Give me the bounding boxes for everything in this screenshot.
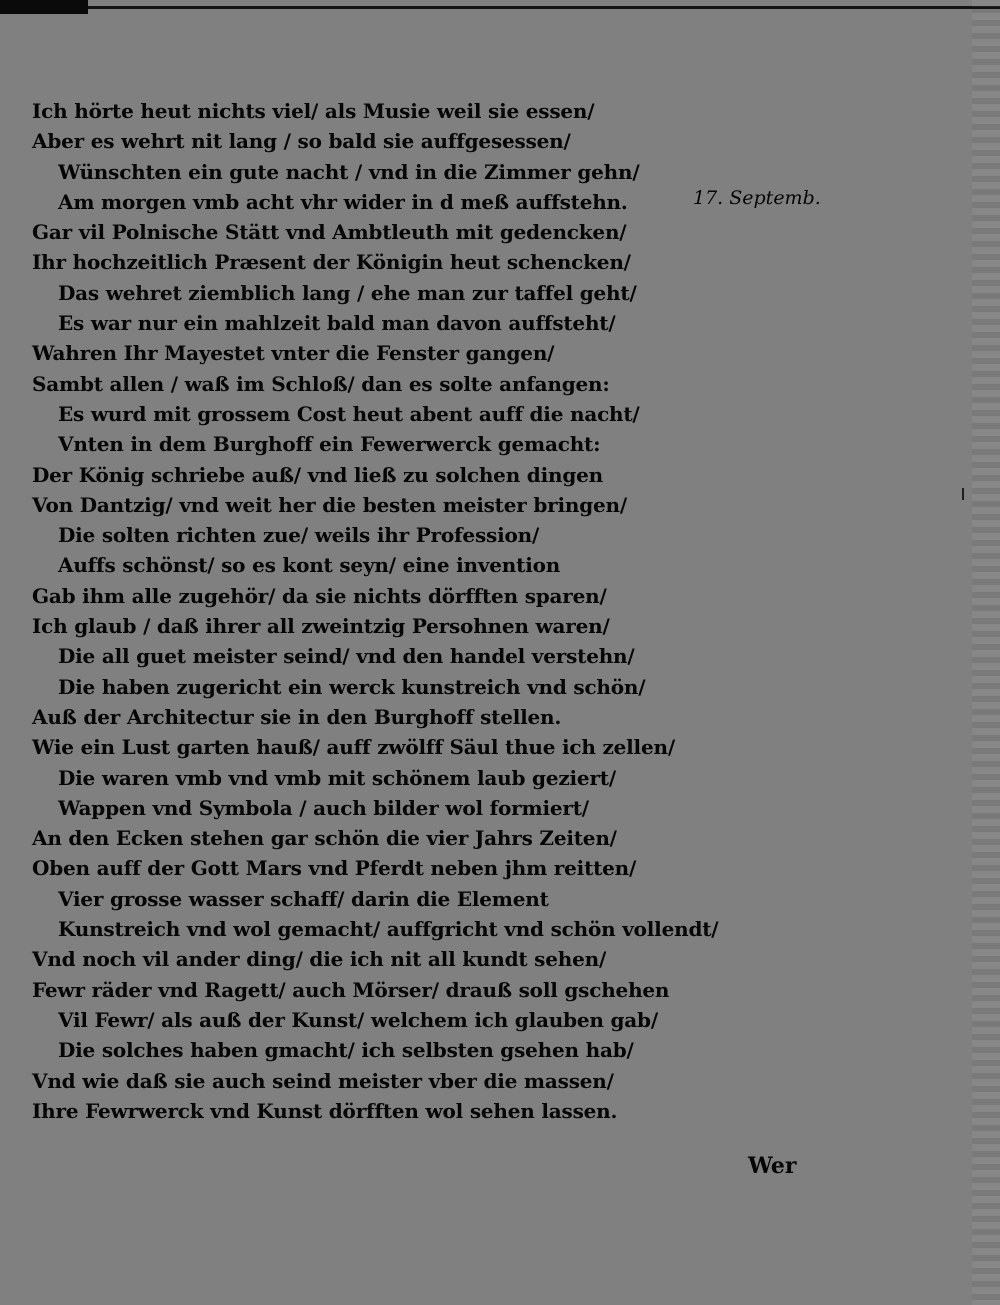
verse-line: Oben auff der Gott Mars vnd Pferdt neben jhm reitten/: [32, 856, 637, 881]
verse-line: Vil Fewr/ als auß der Kunst/ welchem ich glauben gab/: [58, 1007, 658, 1032]
verse-line: Ihre Fewrwerck vnd Kunst dörfften wol sehen lassen.: [32, 1098, 618, 1123]
verse-line: Es war nur ein mahlzeit bald man davon auffsteht/: [58, 311, 616, 336]
verse-line: Es wurd mit grossem Cost heut abent auff die nacht/: [58, 401, 640, 426]
verse-line: Auffs schönst/ so es kont seyn/ eine invention: [58, 553, 561, 578]
verse-line: Die solten richten zue/ weils ihr Profession/: [58, 523, 540, 548]
verse-line: Gab ihm alle zugehör/ da sie nichts dörfften sparen/: [32, 583, 607, 608]
verse-line: Kunstreich vnd wol gemacht/ auffgricht vnd schön vollendt/: [58, 917, 719, 942]
catchword: Wer: [748, 1153, 797, 1179]
verse-line: Fewr räder vnd Ragett/ auch Mörser/ drauß soll gschehen: [32, 977, 670, 1002]
verse-line: Vnten in dem Burghoff ein Fewerwerck gemacht:: [58, 432, 601, 457]
verse-line: Am morgen vmb acht vhr wider in d meß auffstehn.: [58, 189, 628, 214]
margin-date-note: 17. Septemb.: [693, 187, 821, 209]
verse-line: Ich hörte heut nichts viel/ als Musie weil sie essen/: [32, 99, 595, 123]
verse-line: Ihr hochzeitlich Præsent der Königin heut schencken/: [32, 250, 631, 275]
verse-line: Vnd wie daß sie auch seind meister vber die massen/: [32, 1068, 614, 1093]
verse-line: Wie ein Lust garten hauß/ auff zwölff Säul thue ich zellen/: [32, 735, 675, 760]
verse-line: Der König schriebe auß/ vnd ließ zu solchen dingen: [32, 462, 603, 487]
verse-line: Das wehret ziemblich lang / ehe man zur taffel geht/: [58, 280, 637, 305]
top-rule-line: [88, 6, 1000, 9]
verse-line: Wünschten ein gute nacht / vnd in die Zimmer gehn/: [58, 159, 640, 184]
top-border: [0, 0, 1000, 24]
page-edge: [972, 0, 1000, 1305]
ink-blot: [0, 0, 88, 14]
verse-line: Sambt allen / waß im Schloß/ dan es solte anfangen:: [32, 371, 610, 396]
verse-block: [32, 96, 812, 1126]
verse-line: Wahren Ihr Mayestet vnter die Fenster gangen/: [32, 341, 555, 366]
verse-line: Gar vil Polnische Stätt vnd Ambtleuth mit gedencken/: [32, 220, 627, 245]
verse-line: Von Dantzig/ vnd weit her die besten meister bringen/: [32, 492, 627, 517]
verse-line: Die solches haben gmacht/ ich selbsten gsehen hab/: [58, 1038, 634, 1063]
verse-line: Aber es wehrt nit lang / so bald sie auffgesessen/: [32, 129, 571, 154]
verse-line: Die waren vmb vnd vmb mit schönem laub geziert/: [58, 765, 616, 790]
verse-line: Die all guet meister seind/ vnd den handel verstehn/: [58, 644, 635, 669]
verse-line: Die haben zugericht ein werck kunstreich vnd schön/: [58, 674, 646, 699]
verse-line: Wappen vnd Symbola / auch bilder wol formiert/: [58, 795, 589, 820]
verse-line: Ich glaub / daß ihrer all zweintzig Persohnen waren/: [32, 614, 610, 639]
margin-mark: [962, 488, 964, 500]
verse-line: Vier grosse wasser schaff/ darin die Element: [58, 886, 549, 911]
verse-line: Vnd noch vil ander ding/ die ich nit all kundt sehen/: [32, 947, 607, 972]
verse-line: An den Ecken stehen gar schön die vier Jahrs Zeiten/: [32, 826, 617, 851]
verse-line: Auß der Architectur sie in den Burghoff stellen.: [32, 704, 562, 729]
